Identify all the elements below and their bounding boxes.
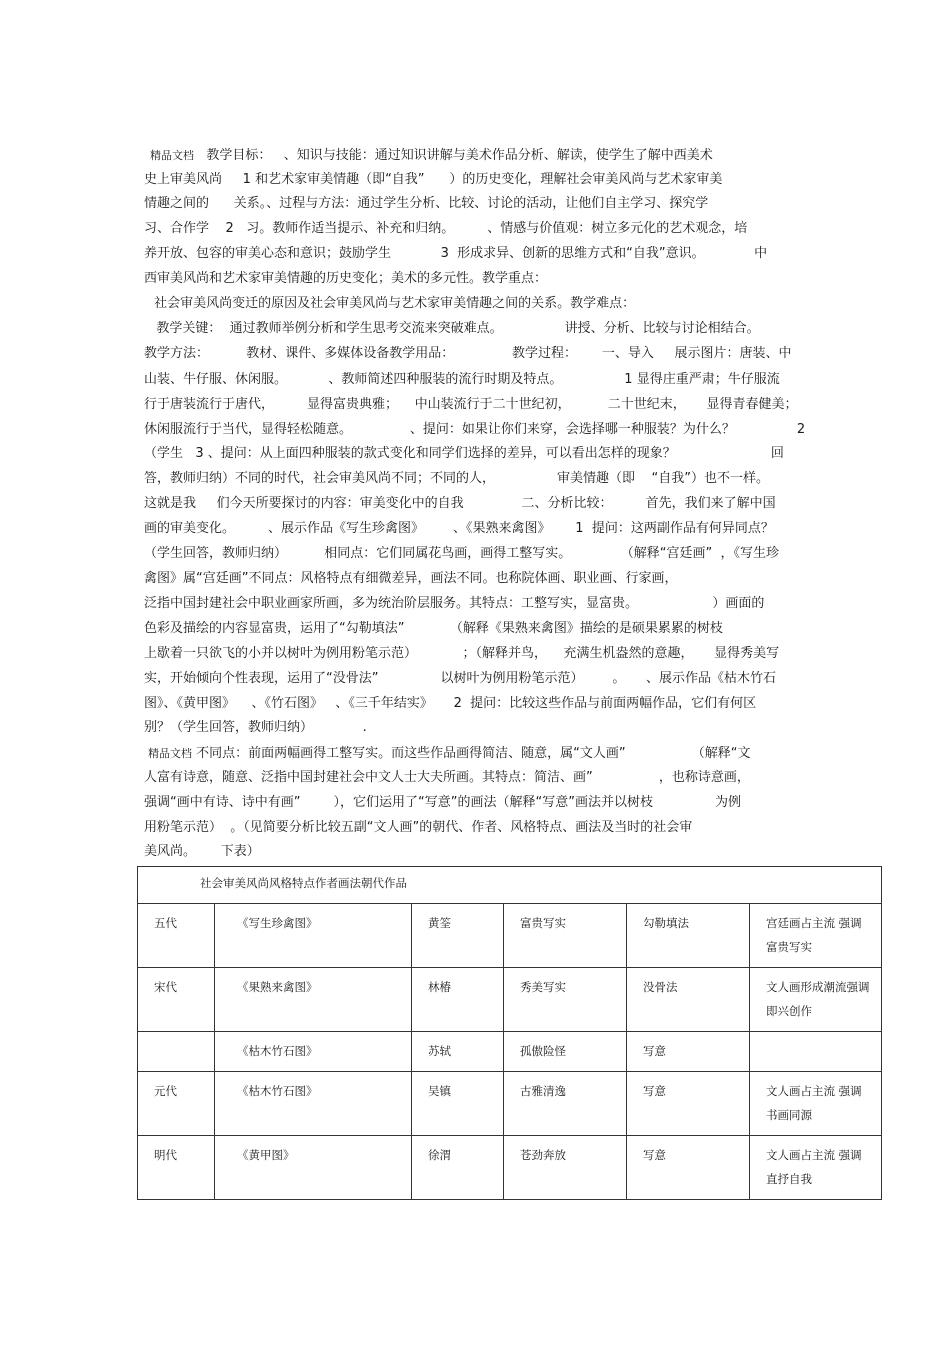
line-text: 实，开始倾向个性表现，运用了“没骨法” 以树叶为例用粉笔示范） 。 、展示作品《枯木竹石 [144,671,777,686]
table-cell: 黄筌 [412,904,504,968]
line-text: 色彩及描绘的内容显富贵，运用了“勾勒填法” （解释《果熟来禽图》描绘的是硕果累累的树枝 [144,621,723,636]
text-line [144,445,784,463]
text-line [150,295,635,313]
table-cell: 元代 [138,1072,215,1136]
table-row [138,1032,882,1072]
table-cell: 《枯木竹石图》 [215,1072,412,1136]
line-text: 别？（学生回答，教师归纳） . [144,720,367,735]
text-line [144,371,780,389]
table-cell: 没骨法 [627,968,750,1032]
text-line [144,195,708,213]
table-cell: 富贵写实 [504,904,627,968]
text-line [148,745,750,763]
text-line [144,670,776,688]
table-cell: 明代 [138,1136,215,1200]
text-line [144,545,779,563]
line-text: 泛指中国封建社会中职业画家所画，多为统治阶层服务。其特点：工整写实，显富贵。 ）画面的 [144,596,765,611]
text-line [144,495,776,513]
line-text: 教学关键： 通过教师举例分析和学生思考交流来突破难点。 讲授、分析、比较与讨论相结合。 [144,321,760,336]
line-text: 情趣之间的 关系。、过程与方法：通过学生分析、比较、讨论的活动，让他们自主学习、探究学 [144,196,709,211]
text-line [144,470,769,488]
text-line [144,843,260,861]
line-text: 画的审美变化。 、展示作品《写生珍禽图》 、《果熟来禽图》 1 提问：这两副作品有何异同点？ [144,521,774,536]
text-line [144,719,367,737]
doc-tag: 精品文档 [150,149,194,162]
line-text: 用粉笔示范） 。（见简要分析比较五副“文人画”的朝代、作者、风格特点、画法及当时的社会审 [144,820,693,835]
table-cell: 孤傲险怪 [504,1032,627,1072]
table-header: 社会审美风尚风格特点作者画法朝代作品 [138,867,882,904]
line-text: （学生回答，教师归纳） 相同点：它们同属花鸟画，画得工整写实。 （解释“宫廷画” ，《写生珍 [144,546,780,561]
text-line [144,320,760,338]
text-line [144,220,747,238]
table-cell: 写意 [627,1032,750,1072]
line-text: 不同点：前面两幅画得工整写实。而这些作品画得简洁、随意，属“文人画” （解释“文 [192,746,751,761]
table-row [138,1072,882,1136]
table-cell: 文人画占主流 强调书画同源 [750,1072,882,1136]
table-row [138,1136,882,1200]
line-text: 休闲服流行于当代，显得轻松随意。 、提问：如果让你们来穿，会选择哪一种服装？为什么？ 2 [144,422,806,437]
line-text: （学生 3 、提问：从上面四种服装的款式变化和同学们选择的差异，可以看出怎样的现象？ 回 [144,446,784,461]
table-cell [750,1032,882,1072]
doc-tag: 精品文档 [148,747,192,760]
text-line [144,421,805,439]
line-text: 习、合作学 2 习。教师作适当提示、补充和归纳。 、情感与价值观：树立多元化的艺术观念，培 [144,221,748,236]
text-line [144,345,792,363]
table-cell: 《黄甲图》 [215,1136,412,1200]
text-line [144,270,547,288]
table-cell: 宋代 [138,968,215,1032]
text-line [144,245,767,263]
line-text: 教学目标： 、知识与技能：通过知识讲解与美术作品分析、解读，使学生了解中西美术 [194,148,713,163]
line-text: 人富有诗意，随意、泛指中国封建社会中文人士大夫所画。其特点：简洁、画” ，也称诗意画， [144,770,750,785]
line-text: 禽图》属“宫廷画”不同点：风格特点有细微差异，画法不同。也称院体画、职业画、行家画， [144,571,678,586]
table-cell: 《写生珍禽图》 [215,904,412,968]
text-line [144,396,797,414]
text-line [144,171,722,189]
table-cell: 林椿 [412,968,504,1032]
table-cell: 徐渭 [412,1136,504,1200]
line-text: 山装、牛仔服、休闲服。 、教师简述四种服装的流行时期及特点。 1 显得庄重严肃；牛仔服流 [144,372,780,387]
text-line [144,695,756,713]
table-cell: 文人画形成潮流强调即兴创作 [750,968,882,1032]
table-cell: 吴镇 [412,1072,504,1136]
table-cell: 苏轼 [412,1032,504,1072]
text-line [144,769,750,787]
text-line [144,570,677,588]
text-line [144,620,723,638]
line-text: 上歇着一只欲飞的小并以树叶为例用粉笔示范） ；（解释并鸟， 充满生机盎然的意趣， 显得秀美写 [144,646,780,661]
line-text: 史上审美风尚 1 和艺术家审美情趣（即“自我” ）的历史变化，理解社会审美风尚与艺术家审美 [144,172,723,187]
table-cell [138,1032,215,1072]
table-cell: 秀美写实 [504,968,627,1032]
table-cell: 古雅清逸 [504,1072,627,1136]
line-text: 答，教师归纳）不同的时代，社会审美风尚不同；不同的人， 审美情趣（即 “自我”）也不一样。 [144,471,769,486]
table-cell: 勾勒填法 [627,904,750,968]
table-cell: 文人画占主流 强调直抒自我 [750,1136,882,1200]
line-text: 社会审美风尚变迁的原因及社会审美风尚与艺术家审美情趣之间的关系。教学难点： [150,296,636,311]
text-line [150,147,713,165]
table-cell: 写意 [627,1072,750,1136]
table-cell: 《枯木竹石图》 [215,1032,412,1072]
table-cell: 写意 [627,1136,750,1200]
line-text: 图》、《黄甲图》 、《竹石图》 、《三千年结实》 2 提问：比较这些作品与前面两幅作品，它们有何区 [144,696,757,711]
table-row [138,904,882,968]
text-line [144,794,741,812]
table-cell: 五代 [138,904,215,968]
comparison-table [137,866,882,1200]
text-line [144,645,779,663]
table-cell: 《果熟来禽图》 [215,968,412,1032]
line-text: 养开放、包容的审美心态和意识；鼓励学生 3 形成求异、创新的思维方式和“自我”意识。 中 [144,246,768,261]
table-cell: 宫廷画占主流 强调富贵写实 [750,904,882,968]
table-cell: 苍劲奔放 [504,1136,627,1200]
table-row [138,968,882,1032]
line-text: 美风尚。 下表） [144,844,260,859]
table-header-row [138,867,882,904]
line-text: 教学方法： 教材、课件、多媒体设备教学用品： 教学过程： 一、导入 展示图片：唐装、中 [144,346,792,361]
text-line [144,595,764,613]
line-text: 行于唐装流行于唐代， 显得富贵典雅； 中山装流行于二十世纪初， 二十世纪末， 显得青春健美； [144,397,798,412]
text-line [144,520,774,538]
line-text: 西审美风尚和艺术家审美情趣的历史变化；美术的多元性。教学重点： [144,271,548,286]
line-text: 这就是我 们今天所要探讨的内容：审美变化中的自我 二、分析比较： 首先，我们来了解中国 [144,496,776,511]
text-line [144,819,692,837]
line-text: 强调“画中有诗、诗中有画” ），它们运用了“写意”的画法（解释“写意”画法并以树枝 为例 [144,795,741,810]
